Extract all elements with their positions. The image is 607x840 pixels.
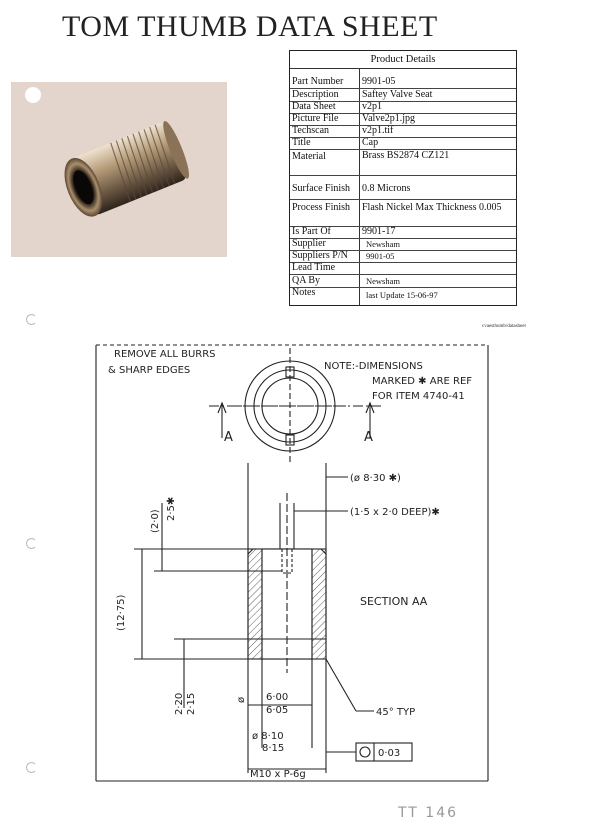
dim-thread-spec: M10 x P-6g [250, 769, 306, 780]
value-process-finish: Flash Nickel Max Thickness 0.005 [362, 202, 502, 213]
valve-seat-photo [11, 82, 227, 257]
label-is-part-of: Is Part Of [292, 226, 331, 237]
note-dims-line1: NOTE:-DIMENSIONS [324, 361, 423, 372]
product-photo [11, 82, 227, 257]
dim-base-b: 2·15 [186, 692, 197, 715]
sheet-stamp: TT 146 [398, 805, 459, 821]
value-data-sheet: v2p1 [362, 101, 382, 112]
value-techscan: v2p1.tif [362, 125, 394, 136]
section-label: SECTION AA [360, 595, 428, 608]
value-part-number: 9901-05 [362, 76, 396, 87]
label-lead-time: Lead Time [292, 262, 336, 273]
product-details-table [289, 50, 517, 306]
label-surface-finish: Surface Finish [292, 183, 351, 194]
label-qa-by: QA By [292, 275, 321, 286]
value-notes: last Update 15-06-97 [366, 290, 438, 300]
dim-bore-b: 6·05 [266, 705, 289, 716]
value-supplier: Newsham [366, 239, 400, 249]
label-picture-file: Picture File [292, 113, 339, 124]
dim-chamfer: 45° TYP [376, 707, 416, 718]
dim-slot-depth-a: (2·0) [150, 509, 161, 533]
note-burrs-line2: & SHARP EDGES [108, 365, 191, 376]
dim-base-a: 2·20 [174, 692, 185, 715]
dim-slot-size: (1·5 x 2·0 DEEP)✱ [350, 507, 440, 518]
dim-outer-diameter: (ø 8·30 ✱) [350, 473, 401, 484]
dim-thread-dia-b: 8·15 [262, 743, 285, 754]
label-description: Description [292, 89, 339, 100]
punch-hole-mark [26, 538, 37, 549]
section-mark-right: A [364, 430, 373, 445]
value-title: Cap [362, 137, 379, 148]
value-description: Saftey Valve Seat [362, 89, 433, 100]
note-dims-line3: FOR ITEM 4740-41 [372, 391, 465, 402]
page-title: TOM THUMB DATA SHEET [62, 10, 438, 43]
label-part-number: Part Number [292, 76, 344, 87]
dim-length: (12·75) [116, 594, 127, 631]
value-material: Brass BS2874 CZ121 [362, 150, 450, 161]
product-details-heading: Product Details [290, 51, 516, 69]
dim-slot-depth-b: 2·5✱ [166, 496, 177, 521]
technical-drawing [94, 343, 490, 783]
dim-concentricity: 0·03 [378, 748, 401, 759]
punch-hole-mark [26, 314, 37, 325]
label-material: Material [292, 151, 326, 162]
label-title: Title [292, 137, 311, 148]
label-data-sheet: Data Sheet [292, 101, 336, 112]
row-description [290, 88, 516, 102]
row-notes [290, 287, 516, 304]
row-material [290, 149, 516, 176]
row-part-number [290, 68, 516, 89]
dim-thread-dia-a: ø 8·10 [252, 731, 284, 742]
row-qa-by [290, 274, 516, 288]
note-burrs-line1: REMOVE ALL BURRS [114, 349, 216, 360]
label-process-finish: Process Finish [292, 202, 351, 213]
row-process-finish [290, 199, 516, 227]
row-surface-finish [290, 175, 516, 200]
filename-mark: cvaesthumb/datasheet [482, 324, 526, 329]
value-is-part-of: 9901-17 [362, 226, 396, 237]
label-suppliers-pn: Suppliers P/N [292, 250, 348, 261]
label-supplier: Supplier [292, 238, 326, 249]
valve-seat-drawing [94, 343, 490, 783]
value-surface-finish: 0.8 Microns [362, 183, 411, 194]
section-mark-left: A [224, 430, 233, 445]
note-dims-line2: MARKED ✱ ARE REF [372, 376, 473, 387]
label-notes: Notes [292, 287, 316, 298]
label-techscan: Techscan [292, 125, 330, 136]
value-picture-file: Valve2p1.jpg [362, 113, 416, 124]
dim-bore-a: 6·00 [266, 692, 289, 703]
value-qa-by: Newsham [366, 276, 400, 286]
dim-bore-symbol: ø [236, 696, 247, 703]
value-suppliers-pn: 9901-05 [366, 251, 395, 261]
punch-hole-mark [26, 762, 37, 773]
